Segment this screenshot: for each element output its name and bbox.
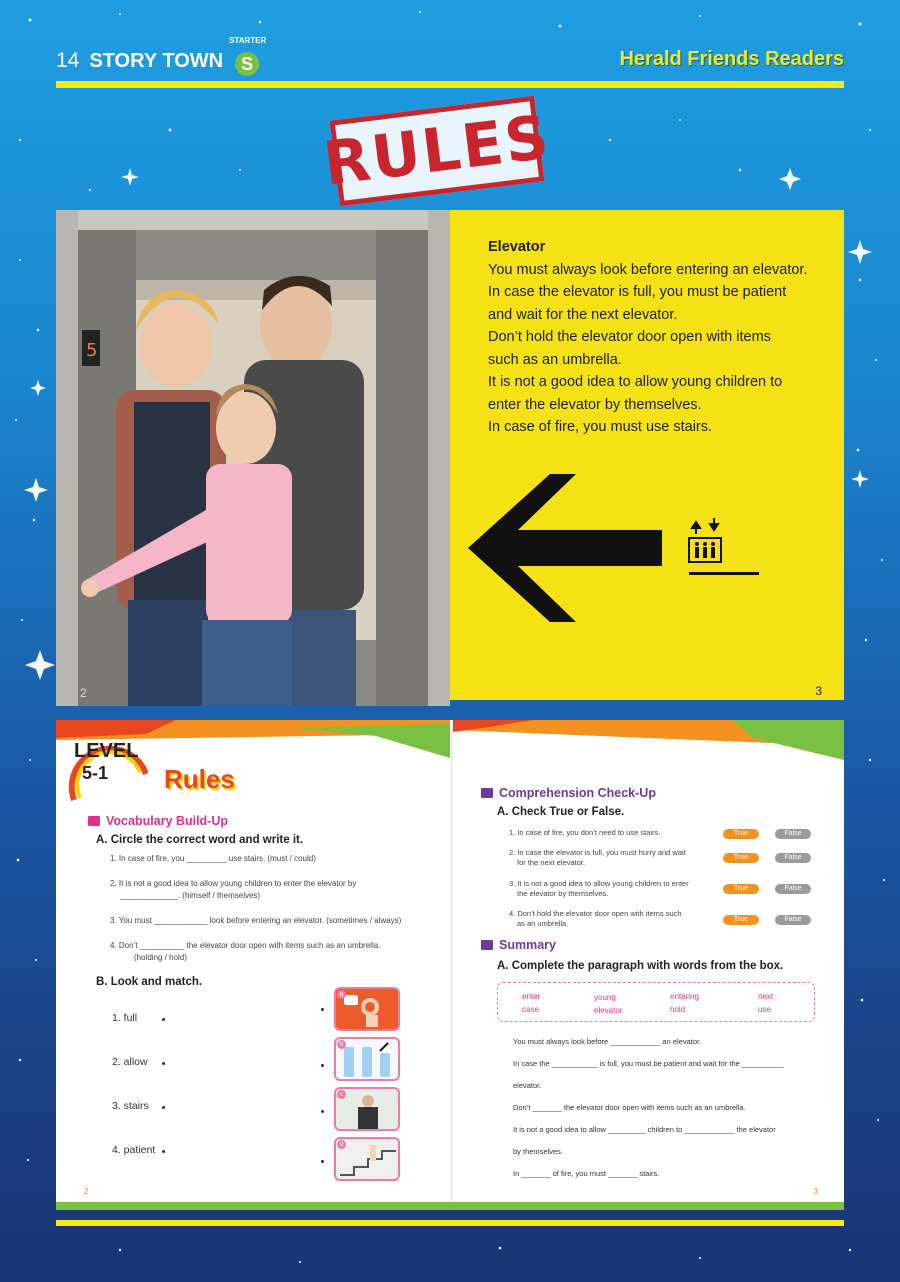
vocab-item: 1. In case of fire, you _________ use stairs. (must / could): [110, 854, 316, 863]
summary-line: In case the ___________ is full, you must be patient and wait for the __________: [513, 1059, 784, 1068]
tf-question: [509, 879, 719, 899]
rule-line: and wait for the next elevator.: [488, 306, 678, 323]
book-icon: [481, 788, 493, 798]
tf-question-text: as an umbrella.: [517, 919, 569, 928]
rules-title: Elevator: [488, 239, 546, 255]
stamp-text: RULES: [319, 102, 555, 200]
rule-line: such as an umbrella.: [488, 351, 622, 368]
summary-line: Don’t _______ the elevator door open with items such as an umbrella.: [513, 1103, 746, 1112]
worksheet-left-page: [56, 720, 450, 1210]
vocab-item: 2. It is not a good idea to allow young children to enter the elevator by: [110, 879, 357, 888]
summary-heading-text: Summary: [499, 938, 556, 952]
tf-question-text: 1. In case of fire, you don’t need to use stairs.: [509, 828, 661, 837]
tf-question-text: 2. In case the elevator is full, you must hurry and wait: [509, 848, 686, 857]
false-button[interactable]: False: [775, 829, 811, 839]
summary-subheading: A. Complete the paragraph with words from the box.: [497, 960, 784, 972]
false-button[interactable]: False: [775, 853, 811, 863]
rule-line: You must always look before entering an elevator.: [488, 261, 808, 278]
level-word: LEVEL: [74, 740, 139, 762]
header-divider: [56, 81, 844, 88]
match-label: c: [337, 1090, 346, 1099]
word-box: [497, 982, 815, 1022]
match-image-man-thinking: [334, 1087, 400, 1131]
match-image-ok-hand: [334, 987, 400, 1031]
true-button[interactable]: True: [723, 915, 759, 925]
tf-question-text: 4. Don’t hold the elevator door open with items such: [509, 909, 682, 918]
false-button[interactable]: False: [775, 884, 811, 894]
floor-display: 5: [86, 340, 98, 361]
match-dot[interactable]: [321, 1064, 324, 1067]
tf-question: [509, 828, 719, 838]
word-chip: use: [758, 1005, 771, 1014]
worksheet-title: Rules: [164, 764, 235, 794]
true-button[interactable]: True: [723, 884, 759, 894]
summary-line: In _______ of fire, you must _______ stairs.: [513, 1169, 660, 1178]
true-button[interactable]: True: [723, 829, 759, 839]
match-word: 1. full: [112, 1012, 138, 1024]
worksheet-spread: [56, 720, 844, 1210]
level-number: 5-1: [82, 763, 109, 783]
book-footer-stripe: [56, 1202, 844, 1210]
true-button[interactable]: True: [723, 853, 759, 863]
part-a-heading: A. Circle the correct word and write it.: [96, 834, 304, 846]
rule-line: In case of fire, you must use stairs.: [488, 419, 713, 435]
rule-line: In case the elevator is full, you must be patient: [488, 284, 787, 300]
match-word: 4. patient: [112, 1144, 156, 1156]
match-dot[interactable]: [162, 1150, 165, 1153]
match-image-bottles: [334, 1037, 400, 1081]
elevator-rules-page: [450, 210, 844, 700]
tf-question-text: for the next elevator.: [517, 858, 585, 867]
vocab-heading: [88, 814, 228, 828]
word-chip: hold: [670, 1005, 686, 1014]
vocab-item: _____________. (himself / themselves): [120, 891, 261, 900]
right-worksheet-page-number: 3: [813, 1187, 818, 1196]
summary-line: elevator.: [513, 1081, 542, 1090]
match-dot[interactable]: [162, 1106, 165, 1109]
starter-letter: S: [235, 52, 259, 76]
comp-heading-text: Comprehension Check-Up: [499, 786, 656, 800]
match-label: a: [337, 990, 346, 999]
summary-heading: [481, 938, 556, 952]
tf-subheading: A. Check True or False.: [497, 806, 625, 818]
word-chip: young: [594, 993, 616, 1002]
worksheet-right-page: [453, 720, 844, 1210]
starter-label: STARTER: [229, 36, 267, 45]
tf-question-text: 3. It is not a good idea to allow young children to enter: [509, 879, 689, 888]
match-label: d: [337, 1140, 346, 1149]
match-dot[interactable]: [321, 1160, 324, 1163]
rules-page-number: 3: [815, 684, 822, 698]
summary-line: It is not a good idea to allow _________ children to ____________ the elevator: [513, 1125, 776, 1134]
level-badge: [74, 740, 138, 784]
brand-name: Herald Friends Readers: [619, 48, 844, 70]
photo-page-number: 2: [80, 686, 87, 700]
match-dot[interactable]: [321, 1008, 324, 1011]
match-word: 2. allow: [112, 1056, 148, 1068]
word-chip: enter: [522, 992, 541, 1001]
series-label: [56, 36, 267, 76]
page-header: [56, 36, 844, 88]
footer-divider: [56, 1220, 844, 1226]
book-icon: [88, 816, 100, 826]
match-dot[interactable]: [162, 1062, 165, 1065]
summary-line: by themselves.: [513, 1147, 564, 1156]
book-icon: [481, 940, 493, 950]
rule-line: enter the elevator by themselves.: [488, 396, 702, 413]
tf-question: [509, 848, 719, 868]
match-word: 3. stairs: [112, 1100, 149, 1112]
part-b-heading: B. Look and match.: [96, 976, 203, 988]
left-arrow-icon: [468, 474, 662, 622]
family-elevator-photo: [56, 210, 450, 706]
rules-text: [488, 236, 828, 439]
page-number: 14: [56, 49, 80, 72]
match-dot[interactable]: [162, 1018, 165, 1021]
rule-line: It is not a good idea to allow young children to: [488, 374, 783, 390]
tf-question-text: the elevator by themselves.: [517, 889, 609, 898]
vocab-item: 4. Don’t __________ the elevator door open with items such as an umbrella.: [110, 941, 381, 950]
match-image-stairs: [334, 1137, 400, 1181]
vocab-heading-text: Vocabulary Build-Up: [106, 814, 229, 828]
false-button[interactable]: False: [775, 915, 811, 925]
elevator-sign-icon: [686, 516, 760, 578]
rule-line: Don’t hold the elevator door open with items: [488, 329, 771, 345]
word-chip: elevator: [594, 1006, 623, 1015]
left-worksheet-page-number: 2: [84, 1187, 89, 1196]
photo-illustration: [56, 210, 450, 706]
summary-line: You must always look before ____________ an elevator.: [513, 1037, 702, 1046]
tf-question: [509, 909, 719, 929]
series-title: STORY TOWN: [89, 49, 224, 72]
comp-heading: [481, 786, 656, 800]
word-chip: case: [522, 1005, 539, 1014]
right-page-banner: [453, 720, 844, 770]
match-dot[interactable]: [321, 1110, 324, 1113]
word-chip: entering: [670, 992, 699, 1001]
word-chip: next: [758, 992, 774, 1001]
match-label: b: [337, 1040, 346, 1049]
starter-badge: [229, 36, 267, 76]
vocab-item: 3. You must ____________ look before entering an elevator. (sometimes / always): [110, 916, 402, 925]
vocab-item: (holding / hold): [134, 953, 187, 962]
